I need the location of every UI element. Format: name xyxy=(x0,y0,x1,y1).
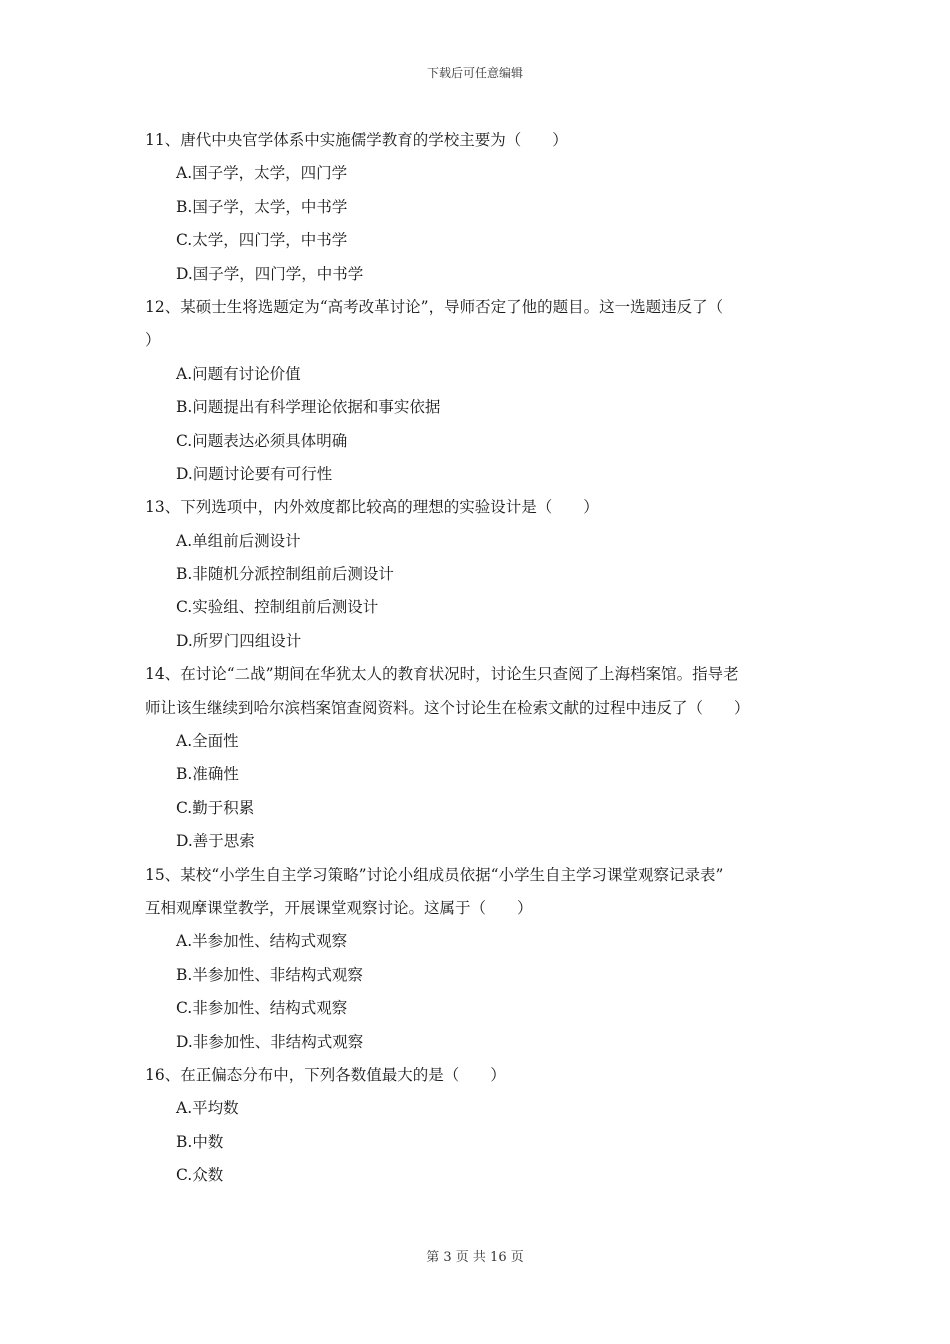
question-text-continued: 师让该生继续到哈尔滨档案馆查阅资料。这个讨论生在检索文献的过程中违反了（ ） xyxy=(145,698,750,717)
question-text: 13、下列选项中，内外效度都比较高的理想的实验设计是（ ） xyxy=(145,498,599,517)
option-c: C.众数 xyxy=(176,1166,224,1185)
option-b: B.问题提出有科学理论依据和事实依据 xyxy=(176,398,441,417)
question-block xyxy=(145,859,815,1059)
option-c: C.勤于积累 xyxy=(176,798,255,817)
question-text-continued: ） xyxy=(145,331,161,350)
option-a: A.国子学，太学，四门学 xyxy=(176,164,348,183)
question-text: 16、在正偏态分布中，下列各数值最大的是（ ） xyxy=(145,1065,506,1084)
option-d: D.问题讨论要有可行性 xyxy=(176,464,333,483)
question-list xyxy=(145,124,815,1193)
option-b: B.国子学，太学，中书学 xyxy=(176,197,348,216)
option-a: A.半参加性、结构式观察 xyxy=(176,932,348,951)
option-b: B.中数 xyxy=(176,1132,224,1151)
question-text-continued: 互相观摩课堂教学，开展课堂观察讨论。这属于（ ） xyxy=(145,898,533,917)
question-block xyxy=(145,658,815,858)
option-b: B.半参加性、非结构式观察 xyxy=(176,965,363,984)
option-a: A.问题有讨论价值 xyxy=(176,364,301,383)
question-text: 12、某硕士生将选题定为“高考改革讨论”，导师否定了他的题目。这一选题违反了（ xyxy=(145,297,724,316)
option-c: C.非参加性、结构式观察 xyxy=(176,999,348,1018)
question-text: 14、在讨论“二战”期间在华犹太人的教育状况时，讨论生只查阅了上海档案馆。指导老 xyxy=(145,665,739,684)
page-header: 下载后可任意编辑 xyxy=(426,66,523,80)
question-text: 15、某校“小学生自主学习策略”讨论小组成员依据“小学生自主学习课堂观察记录表” xyxy=(145,865,724,884)
option-a: A.平均数 xyxy=(176,1099,239,1118)
option-d: D.非参加性、非结构式观察 xyxy=(176,1032,364,1051)
option-d: D.国子学，四门学，中书学 xyxy=(176,264,364,283)
option-b: B.准确性 xyxy=(176,765,239,784)
option-c: C.问题表达必须具体明确 xyxy=(176,431,348,450)
option-b: B.非随机分派控制组前后测设计 xyxy=(176,565,394,584)
option-c: C.实验组、控制组前后测设计 xyxy=(176,598,379,617)
option-a: A.单组前后测设计 xyxy=(176,531,301,550)
question-text: 11、唐代中央官学体系中实施儒学教育的学校主要为（ ） xyxy=(145,131,568,149)
page-footer: 第 3 页 共 16 页 xyxy=(426,1250,524,1265)
question-block xyxy=(145,491,815,658)
option-d: D.善于思索 xyxy=(176,832,255,851)
option-a: A.全面性 xyxy=(176,732,239,751)
option-c: C.太学，四门学，中书学 xyxy=(176,231,348,250)
question-block xyxy=(145,124,815,291)
question-block xyxy=(145,291,815,491)
question-block xyxy=(145,1059,815,1193)
option-d: D.所罗门四组设计 xyxy=(176,631,302,650)
